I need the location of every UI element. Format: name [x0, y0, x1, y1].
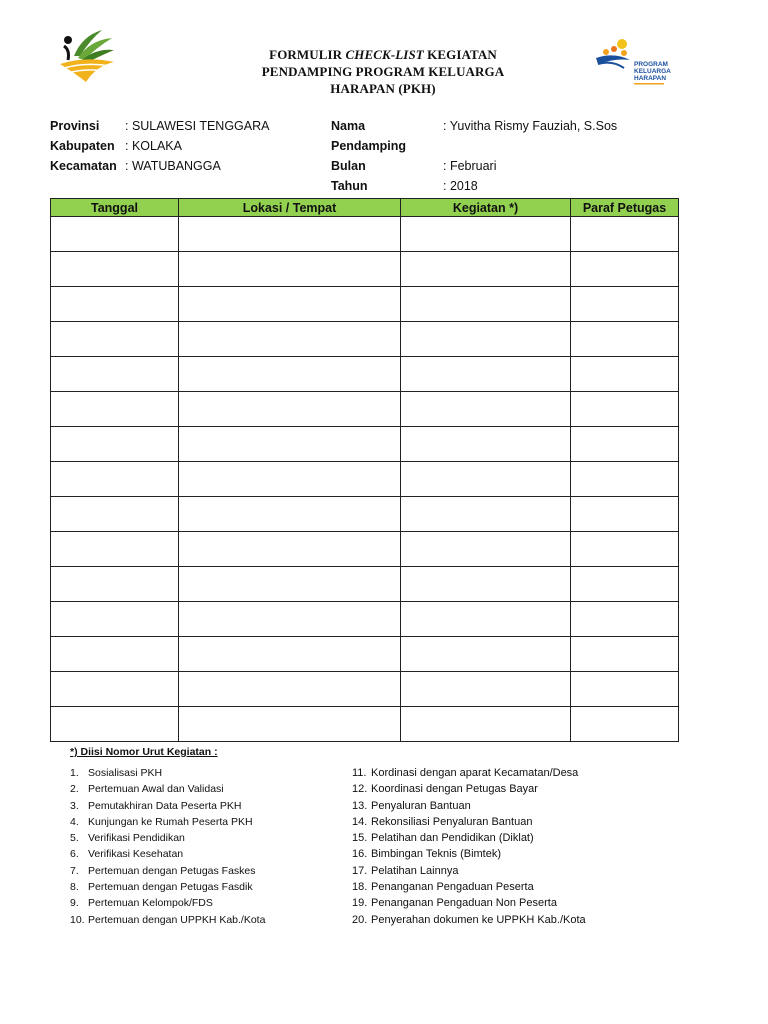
cell-kegiatan[interactable] — [401, 357, 571, 392]
activity-number: 5. — [70, 832, 79, 845]
bulan-row — [331, 156, 617, 176]
activity-text: Bimbingan Teknis (Bimtek) — [371, 848, 502, 861]
activity-text: Kordinasi dengan aparat Kecamatan/Desa — [371, 767, 579, 779]
cell-paraf[interactable] — [571, 637, 679, 672]
activity-text: Pertemuan Awal dan Validasi — [88, 783, 224, 796]
cell-kegiatan[interactable] — [401, 322, 571, 357]
cell-lokasi[interactable] — [179, 462, 401, 497]
kecamatan-label: Kecamatan — [50, 159, 117, 173]
cell-tanggal[interactable] — [51, 252, 179, 287]
activity-text: Rekonsiliasi Penyaluran Bantuan — [371, 815, 533, 828]
cell-kegiatan[interactable] — [401, 217, 571, 252]
table-row — [51, 532, 679, 567]
cell-paraf[interactable] — [571, 287, 679, 322]
table-row — [51, 637, 679, 672]
activity-text: Pertemuan Kelompok/FDS — [88, 897, 213, 910]
provinsi-value: : SULAWESI TENGGARA — [125, 119, 270, 133]
activity-text: Koordinasi dengan Petugas Bayar — [371, 783, 538, 796]
cell-paraf[interactable] — [571, 357, 679, 392]
cell-paraf[interactable] — [571, 427, 679, 462]
activity-number: 6. — [70, 848, 79, 861]
cell-tanggal[interactable] — [51, 217, 179, 252]
tahun-row — [331, 176, 617, 196]
table-row — [51, 392, 679, 427]
cell-lokasi[interactable] — [179, 567, 401, 602]
activity-text: Pelatihan dan Pendidikan (Diklat) — [371, 832, 534, 845]
table-row — [51, 602, 679, 637]
cell-tanggal[interactable] — [51, 532, 179, 567]
cell-lokasi[interactable] — [179, 357, 401, 392]
activity-text: Penyaluran Bantuan — [371, 799, 471, 812]
cell-kegiatan[interactable] — [401, 567, 571, 602]
activity-item — [70, 798, 350, 814]
cell-lokasi[interactable] — [179, 707, 401, 742]
cell-paraf[interactable] — [571, 392, 679, 427]
cell-paraf[interactable] — [571, 322, 679, 357]
provinsi-row — [50, 116, 269, 136]
table-row — [51, 497, 679, 532]
cell-kegiatan[interactable] — [401, 637, 571, 672]
checklist-table — [50, 198, 679, 742]
cell-kegiatan[interactable] — [401, 462, 571, 497]
activity-number: 12. — [352, 783, 368, 796]
activity-number: 2. — [70, 783, 79, 796]
activity-number: 19. — [352, 897, 368, 910]
table-row — [51, 567, 679, 602]
cell-paraf[interactable] — [571, 707, 679, 742]
cell-tanggal[interactable] — [51, 287, 179, 322]
pkh-logo — [594, 38, 676, 88]
bulan-value: : Februari — [443, 159, 497, 173]
cell-paraf[interactable] — [571, 497, 679, 532]
notes-right-list — [352, 765, 692, 928]
cell-lokasi[interactable] — [179, 287, 401, 322]
header-tanggal: Tanggal — [51, 199, 179, 217]
cell-tanggal[interactable] — [51, 322, 179, 357]
cell-kegiatan[interactable] — [401, 672, 571, 707]
cell-tanggal[interactable] — [51, 427, 179, 462]
ministry-logo — [56, 26, 118, 84]
form-title: FORMULIR CHECK-LIST KEGIATAN PENDAMPING PROGRAM KELUARGA HARAPAN (PKH) — [261, 47, 505, 96]
activity-text: Pertemuan dengan Petugas Fasdik — [88, 881, 253, 894]
cell-tanggal[interactable] — [51, 637, 179, 672]
svg-text:PROGRAM: PROGRAM — [634, 61, 668, 68]
activity-item — [70, 895, 350, 911]
cell-kegiatan[interactable] — [401, 602, 571, 637]
activity-number: 14. — [352, 815, 368, 828]
activity-item — [352, 781, 692, 797]
activity-item — [70, 781, 350, 797]
activity-item — [70, 846, 350, 862]
activity-item — [352, 765, 692, 781]
activity-item — [352, 879, 692, 895]
cell-tanggal[interactable] — [51, 497, 179, 532]
provinsi-label: Provinsi — [50, 119, 100, 133]
table-row — [51, 322, 679, 357]
activity-item — [352, 798, 692, 814]
notes-heading: *) Diisi Nomor Urut Kegiatan : — [70, 746, 218, 758]
cell-tanggal[interactable] — [51, 707, 179, 742]
kabupaten-value: : KOLAKA — [125, 139, 182, 153]
activity-item — [70, 912, 350, 928]
svg-text:KELUARGA: KELUARGA — [634, 68, 671, 75]
cell-paraf[interactable] — [571, 217, 679, 252]
activity-item — [70, 863, 350, 879]
cell-paraf[interactable] — [571, 602, 679, 637]
activity-number: 1. — [70, 767, 79, 779]
table-row — [51, 252, 679, 287]
table-row — [51, 672, 679, 707]
info-right — [331, 116, 617, 196]
cell-tanggal[interactable] — [51, 357, 179, 392]
cell-lokasi[interactable] — [179, 532, 401, 567]
header-lokasi: Lokasi / Tempat — [179, 199, 401, 217]
activity-number: 15. — [352, 832, 368, 845]
cell-tanggal[interactable] — [51, 392, 179, 427]
cell-paraf[interactable] — [571, 567, 679, 602]
cell-kegiatan[interactable] — [401, 497, 571, 532]
activity-number: 3. — [70, 799, 79, 812]
cell-kegiatan[interactable] — [401, 532, 571, 567]
activity-text: Kunjungan ke Rumah Peserta PKH — [88, 815, 253, 828]
cell-paraf[interactable] — [571, 252, 679, 287]
activity-item — [352, 814, 692, 830]
cell-kegiatan[interactable] — [401, 287, 571, 322]
activity-item — [70, 814, 350, 830]
cell-lokasi[interactable] — [179, 672, 401, 707]
activity-number: 17. — [352, 864, 368, 877]
activity-text: Verifikasi Kesehatan — [88, 848, 184, 861]
activity-number: 8. — [70, 881, 79, 894]
header-kegiatan: Kegiatan *) — [401, 199, 571, 217]
cell-lokasi[interactable] — [179, 252, 401, 287]
cell-tanggal[interactable] — [51, 672, 179, 707]
bulan-label: Bulan — [331, 159, 366, 173]
table-header-row — [51, 199, 679, 217]
activity-item — [352, 846, 692, 862]
activity-number: 11. — [352, 767, 367, 779]
cell-tanggal[interactable] — [51, 462, 179, 497]
activity-number: 10. — [70, 913, 85, 926]
activity-text: Sosialisasi PKH — [88, 767, 163, 779]
activity-item — [352, 830, 692, 846]
cell-lokasi[interactable] — [179, 322, 401, 357]
activity-text: Pertemuan dengan UPPKH Kab./Kota — [88, 913, 266, 926]
table-body — [51, 217, 679, 742]
cell-paraf[interactable] — [571, 462, 679, 497]
table-row — [51, 357, 679, 392]
cell-kegiatan[interactable] — [401, 707, 571, 742]
activity-item — [352, 895, 692, 911]
kabupaten-row — [50, 136, 269, 156]
activity-text: Penanganan Pengaduan Non Peserta — [371, 897, 557, 910]
cell-lokasi[interactable] — [179, 637, 401, 672]
nama-pendamping-label: Nama Pendamping — [331, 119, 407, 153]
cell-lokasi[interactable] — [179, 427, 401, 462]
activity-text: Penanganan Pengaduan Peserta — [371, 881, 534, 894]
activity-number: 4. — [70, 815, 79, 828]
activity-text: Penyerahan dokumen ke UPPKH Kab./Kota — [371, 913, 586, 926]
cell-lokasi[interactable] — [179, 392, 401, 427]
cell-paraf[interactable] — [571, 532, 679, 567]
activity-item — [70, 830, 350, 846]
tahun-value: : 2018 — [443, 179, 478, 193]
activity-item — [352, 863, 692, 879]
activity-item — [70, 879, 350, 895]
kecamatan-value: : WATUBANGGA — [125, 159, 221, 173]
cell-lokasi[interactable] — [179, 217, 401, 252]
table-row — [51, 462, 679, 497]
cell-paraf[interactable] — [571, 672, 679, 707]
notes-left-list — [70, 765, 350, 928]
cell-tanggal[interactable] — [51, 567, 179, 602]
svg-text:HARAPAN: HARAPAN — [634, 75, 667, 82]
kabupaten-label: Kabupaten — [50, 139, 115, 153]
activity-number: 9. — [70, 897, 79, 910]
activity-text: Pertemuan dengan Petugas Faskes — [88, 864, 256, 877]
nama-pendamping-row — [331, 116, 617, 156]
cell-lokasi[interactable] — [179, 602, 401, 637]
cell-tanggal[interactable] — [51, 602, 179, 637]
cell-kegiatan[interactable] — [401, 252, 571, 287]
cell-kegiatan[interactable] — [401, 427, 571, 462]
kecamatan-row — [50, 156, 269, 176]
activity-number: 13. — [352, 799, 368, 812]
activity-text: Verifikasi Pendidikan — [88, 832, 185, 845]
table-row — [51, 287, 679, 322]
cell-kegiatan[interactable] — [401, 392, 571, 427]
nama-pendamping-value: : Yuvitha Rismy Fauziah, S.Sos — [443, 119, 618, 133]
table-row — [51, 707, 679, 742]
header-paraf: Paraf Petugas — [571, 199, 679, 217]
info-left — [50, 116, 269, 176]
table-row — [51, 217, 679, 252]
activity-number: 18. — [352, 881, 368, 894]
cell-lokasi[interactable] — [179, 497, 401, 532]
activity-number: 20. — [352, 913, 368, 926]
table-row — [51, 427, 679, 462]
activity-number: 16. — [352, 848, 368, 861]
activity-number: 7. — [70, 864, 79, 877]
activity-item — [352, 912, 692, 928]
activity-text: Pelatihan Lainnya — [371, 864, 459, 877]
tahun-label: Tahun — [331, 179, 368, 193]
activity-text: Pemutakhiran Data Peserta PKH — [88, 799, 242, 812]
activity-item — [70, 765, 350, 781]
